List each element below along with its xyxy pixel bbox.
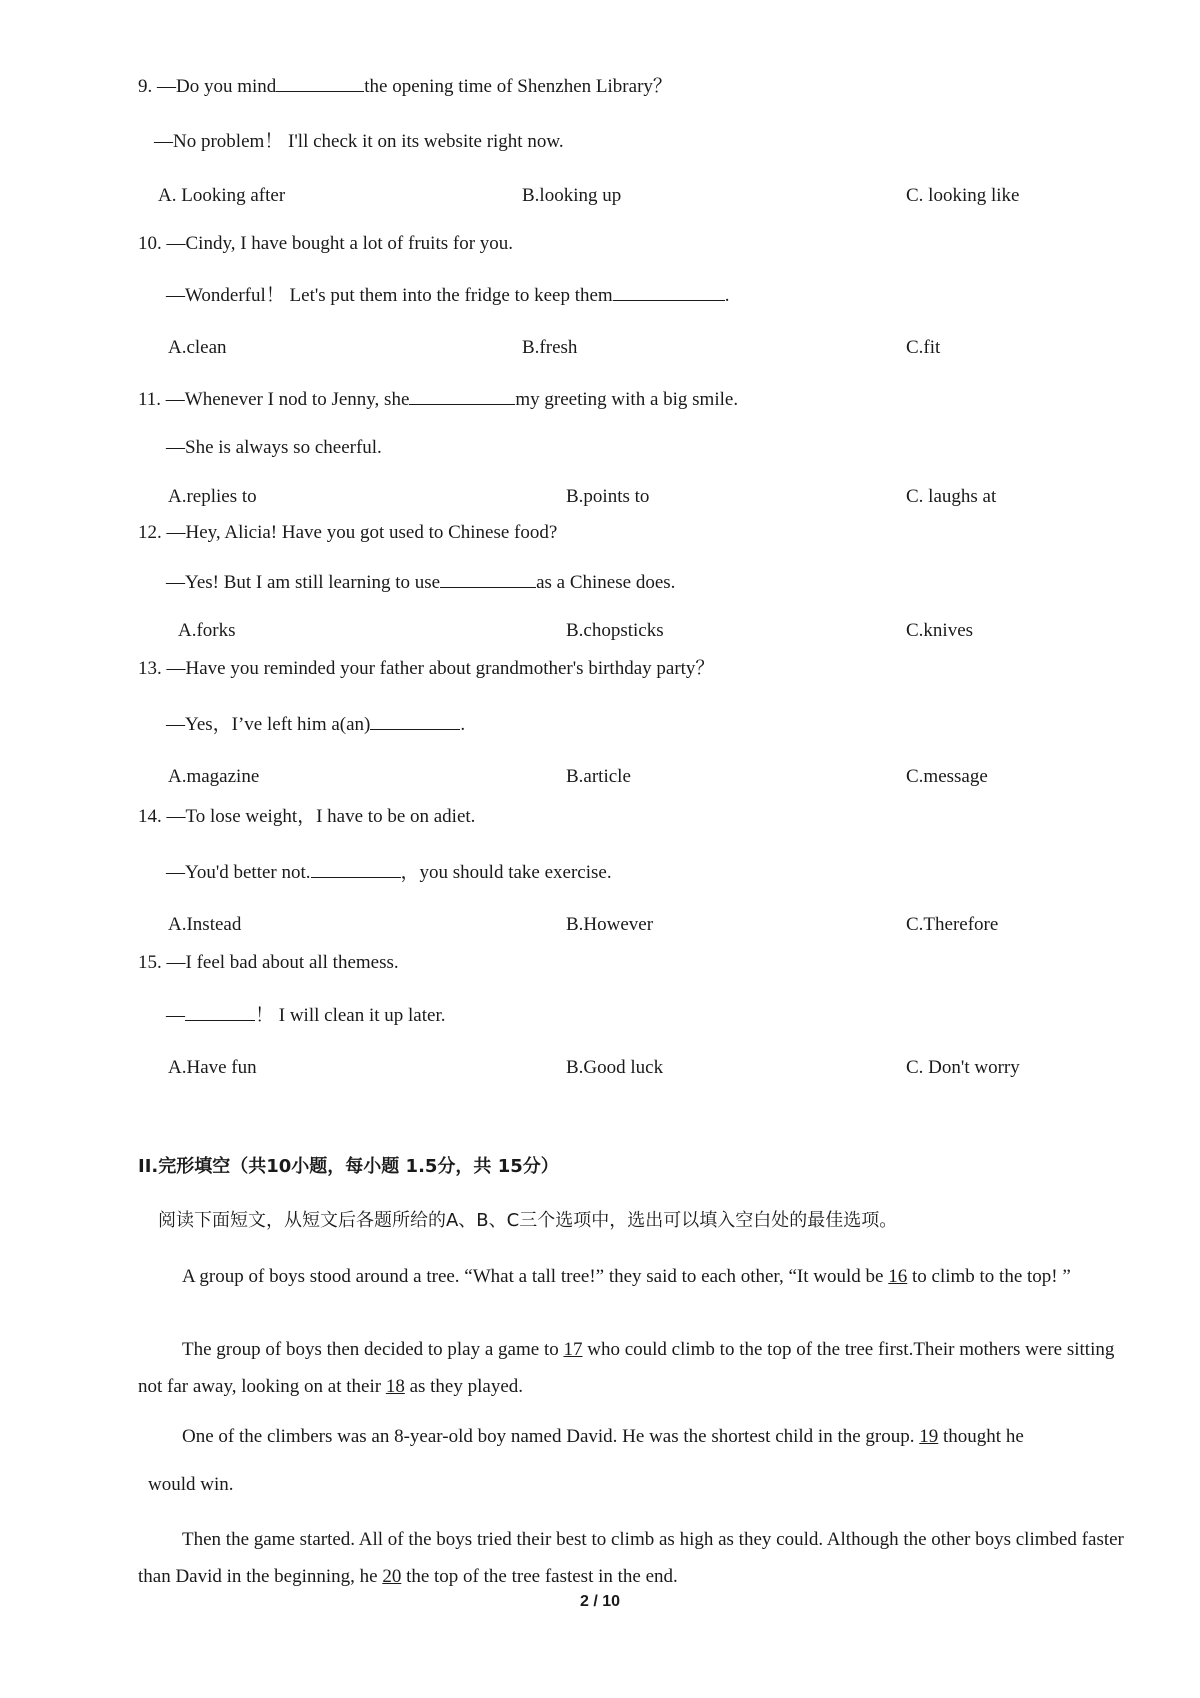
passage-paragraph-2: [138, 1331, 1128, 1405]
option-a: A.forks: [178, 620, 236, 641]
question-text: —To lose weight，I have to be on adiet.: [166, 806, 476, 827]
option-a: A.Have fun: [168, 1057, 257, 1078]
option-a: A. Looking after: [158, 185, 286, 206]
question-14-reply: [166, 860, 612, 885]
page-number: 2 / 10: [579, 1593, 621, 1610]
question-14-stem: [138, 805, 475, 829]
answer-blank: [311, 860, 401, 878]
passage-paragraph-1: [138, 1258, 1128, 1295]
passage-paragraph-3: [182, 1425, 1024, 1449]
option-c: C.fit: [906, 337, 941, 358]
answer-blank: [370, 712, 460, 730]
reply-text: as a Chinese does.: [536, 572, 676, 593]
question-11-stem: [138, 387, 738, 412]
question-number: 12.: [138, 522, 162, 543]
reply-text: —: [166, 1005, 185, 1026]
blank-number: 16: [888, 1266, 908, 1287]
passage-text: thought he: [938, 1426, 1024, 1447]
option-b: B.article: [566, 766, 631, 787]
question-number: 15.: [138, 952, 162, 973]
passage-text: the top of the tree fastest in the end.: [401, 1566, 678, 1587]
reply-text: .: [724, 285, 730, 306]
question-text: —Hey, Alicia! Have you got used to Chinese food?: [166, 522, 558, 543]
option-c: C.Therefore: [906, 914, 999, 935]
question-number: 14.: [138, 806, 162, 827]
answer-blank: [409, 387, 515, 405]
passage-paragraph-4: [138, 1521, 1128, 1595]
question-number: 11.: [138, 389, 162, 410]
option-c: C. Don't worry: [906, 1057, 1020, 1078]
option-a: A.magazine: [168, 766, 260, 787]
passage-text: One of the climbers was an 8-year-old boy named David. He was the shortest child in the group.: [182, 1426, 920, 1447]
passage-text: Then the game started. All of the boys tried their best to climb as high as they could. Although the other boys climbed faster than David in the beginning, he: [138, 1529, 1124, 1587]
option-a: A.Instead: [168, 914, 242, 935]
passage-text: The group of boys then decided to play a game to: [182, 1339, 564, 1360]
reply-text: —You'd better not.: [166, 862, 311, 883]
question-10-stem: [138, 232, 513, 256]
reply-text: —Yes! But I am still learning to use: [166, 572, 441, 593]
answer-blank: [613, 283, 725, 301]
option-a: A.clean: [168, 337, 227, 358]
answer-blank: [440, 570, 536, 588]
reply-text: .: [460, 714, 466, 735]
option-c: C.message: [906, 766, 988, 787]
option-a: A.replies to: [168, 486, 257, 507]
question-text: —I feel bad about all themess.: [166, 952, 399, 973]
reply-text: ！ I will clean it up later.: [255, 1005, 446, 1026]
question-9-stem: [138, 74, 672, 99]
passage-text: to climb to the top! ”: [907, 1266, 1071, 1287]
question-15-reply: [166, 1003, 445, 1028]
question-text: —Have you reminded your father about grandmother's birthday party？: [166, 658, 715, 679]
passage-text: A group of boys stood around a tree. “What a tall tree!” they said to each other, “It would be: [182, 1266, 889, 1287]
option-c: C. laughs at: [906, 486, 997, 507]
reply-text: —Yes，I’ve left him a(an): [166, 714, 371, 735]
section-title: II.完形填空（共10小题，每小题 1.5分，共 15分）: [138, 1156, 559, 1177]
question-number: 9.: [138, 76, 153, 97]
reply-text: —Wonderful！ Let's put them into the fridge to keep them: [166, 285, 613, 306]
option-c: C.knives: [906, 620, 974, 641]
section-instruction: 阅读下面短文，从短文后各题所给的A、B、C三个选项中，选出可以填入空白处的最佳选项。: [158, 1210, 898, 1231]
option-b: B.fresh: [522, 337, 578, 358]
option-c: C. looking like: [906, 185, 1020, 206]
option-b: B.looking up: [522, 185, 622, 206]
answer-blank: [276, 74, 364, 92]
question-12-reply: [166, 570, 675, 595]
answer-blank: [185, 1003, 255, 1021]
question-13-stem: [138, 657, 714, 681]
question-9-reply: —No problem！ I'll check it on its website right now.: [154, 131, 564, 152]
blank-number: 20: [382, 1566, 402, 1587]
blank-number: 17: [563, 1339, 583, 1360]
question-10-reply: [166, 283, 729, 308]
blank-number: 18: [385, 1376, 405, 1397]
question-text: my greeting with a big smile.: [515, 389, 739, 410]
question-12-stem: [138, 521, 557, 545]
question-11-reply: —She is always so cheerful.: [166, 437, 382, 458]
blank-number: 19: [919, 1426, 939, 1447]
reply-text: ，you should take exercise.: [400, 862, 612, 883]
question-15-stem: [138, 951, 399, 975]
option-b: B.Good luck: [566, 1057, 664, 1078]
option-b: B.However: [566, 914, 654, 935]
option-b: B.chopsticks: [566, 620, 664, 641]
question-text: —Do you mind: [157, 76, 277, 97]
question-number: 13.: [138, 658, 162, 679]
question-text: —Whenever I nod to Jenny, she: [165, 389, 410, 410]
question-number: 10.: [138, 233, 162, 254]
question-text: —Cindy, I have bought a lot of fruits for you.: [166, 233, 514, 254]
passage-text: as they played.: [404, 1376, 523, 1397]
option-b: B.points to: [566, 486, 650, 507]
passage-text: who could climb to the top of the tree first.Their mothers were sitting not far away, looking on at their: [138, 1339, 1115, 1397]
question-text: the opening time of Shenzhen Library？: [364, 76, 672, 97]
passage-paragraph-3-cont: would win.: [148, 1474, 234, 1495]
question-13-reply: [166, 712, 465, 737]
